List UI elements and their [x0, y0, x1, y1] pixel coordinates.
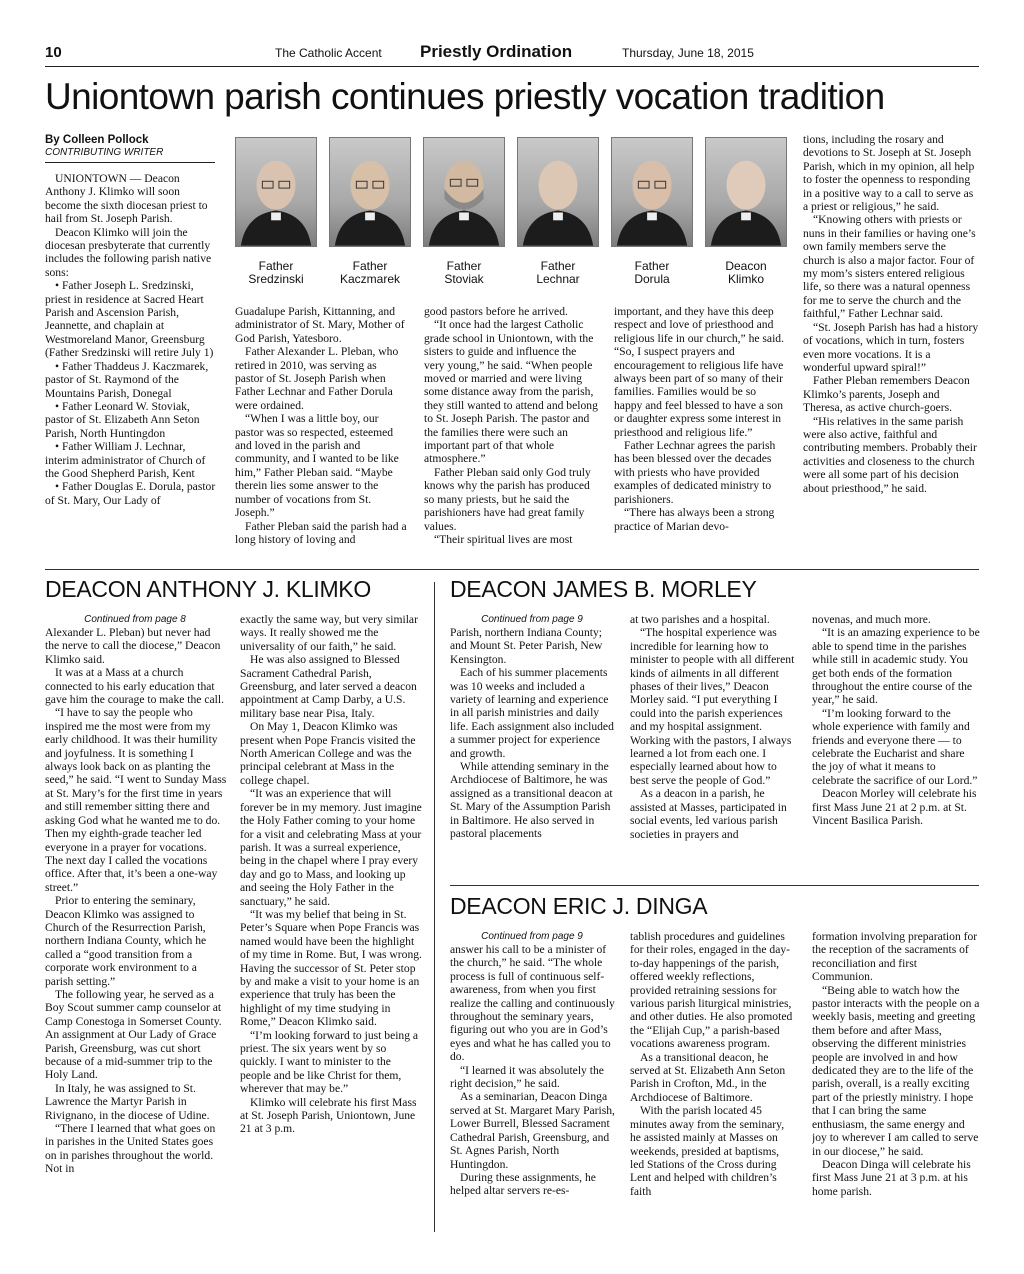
paragraph: Father Lechnar agrees the parish has been blessed over the decades with priests who have provided examples of dedicated ministry to parishioners. — [614, 439, 776, 506]
paragraph: “Their spiritual lives are most — [434, 532, 573, 546]
paragraph: “There has always been a strong practice of Marian devo- — [614, 506, 775, 533]
caption-line-1: Father — [634, 259, 670, 273]
paragraph: Deacon Dinga will celebrate his first Mass June 21 at 3 p.m. at his home parish. — [812, 1157, 971, 1198]
paragraph: “The hospital experience was incredible for learning how to minister to people with all different kinds of ailments in all different phases of their lives,” Deacon Morley said. “I put everything I could into the parish experiences and my hospital assignment. Working with the pastors, I always learned a lot from each one. I especially learned about how to best serve the people of God.” — [630, 626, 795, 787]
photo-caption — [329, 260, 411, 286]
paragraph: Deacon Klimko will join the diocesan presbyterate that currently includes the following parish native sons: — [45, 225, 212, 279]
portrait-photo-klimko — [705, 137, 787, 247]
paragraph: “It is an amazing experience to be able to spend time in the parishes while still in academic study. You get both ends of the formation throughout the entire course of the year,” he said. — [812, 626, 980, 707]
paragraph: “St. Joseph Parish has had a history of vocations, which in turn, fosters even more vocations. It is a wonderful upward spiral!” — [803, 320, 979, 374]
paragraph: formation involving preparation for the reception of the sacraments of reconciliation and first Communion. — [812, 930, 978, 984]
photo-caption — [705, 260, 787, 286]
paragraph: “I’m looking forward to the whole experience with family and friends and everyone there — to celebrate the Eucharist and share the joy of what it means to celebrate the sacrifice of our Lord.” — [812, 706, 978, 787]
paragraph: “Being able to watch how the pastor interacts with the people on a weekly basis, meeting and greeting them before and after Mass, observing the different ministries people are involved in and how dedicated they are to the life of the parish, overall, is a really exciting part of the priestly ministry. I hope that I can bring the same enthusiasm, the same energy and joy to wherever I am called to serve in our diocese,” he said. — [812, 983, 980, 1158]
header-rule — [45, 66, 979, 67]
paragraph: at two parishes and a hospital. — [630, 613, 770, 626]
caption-line-1: Father — [540, 259, 576, 273]
dinga-column-2 — [630, 930, 796, 1235]
paragraph: “His relatives in the same parish were also active, faithful and contributing members. Probably their activities and closeness to the church were all some part of his decision about priesthood,” he said. — [803, 414, 977, 495]
paragraph: In Italy, he was assigned to St. Lawrence the Martyr Parish in Rivignano, in the diocese of Udine. — [45, 1081, 210, 1122]
paragraph: tions, including the rosary and devotions to St. Joseph at St. Joseph Parish, which in my opinion, all help to foster the openness to responding in a positive way to a call to serve as a priest or religious,” he said. — [803, 133, 975, 214]
paragraph: “It was an experience that will forever be in my memory. Just imagine the Holy Father coming to your home for a visit and celebrating Mass at your parish. It was a surreal experience, being in the chapel where I pray every day and go to Mass, and looking up and seeing the Holy Father in the sanctuary,” he said. — [240, 787, 422, 908]
klimko-column-1 — [45, 626, 227, 1236]
klimko-column-2 — [240, 613, 422, 1236]
paragraph: Parish, northern Indiana County; and Mount St. Peter Parish, New Kensington. — [450, 626, 603, 666]
byline-rule — [45, 162, 215, 163]
dinga-section-title: DEACON ERIC J. DINGA — [450, 893, 708, 919]
byline: By Colleen Pollock — [45, 134, 149, 146]
paragraph: While attending seminary in the Archdiocese of Baltimore, he was assigned as a transitional deacon at St. Mary of the Assumption Parish in Baltimore. He also served in pastoral placements — [450, 760, 613, 841]
paragraph: “I learned it was absolutely the right decision,” he said. — [450, 1063, 604, 1091]
photo-caption — [517, 260, 599, 286]
paragraph: During these assignments, he helped altar servers re-es- — [450, 1170, 596, 1198]
caption-line-2: Klimko — [727, 272, 764, 286]
paragraph: “There I learned that what goes on in parishes in the United States goes on in parishes throughout the world. Not in — [45, 1122, 216, 1176]
column-divider — [434, 582, 435, 1232]
paragraph: As a deacon in a parish, he assisted at Masses, participated in social events, led various parish societies in prayers and — [630, 787, 787, 841]
main-column-5 — [803, 133, 979, 565]
photo-caption — [423, 260, 505, 286]
photo-caption — [611, 260, 693, 286]
photo-caption — [235, 260, 317, 286]
section-header: Priestly Ordination — [420, 42, 573, 61]
caption-line-2: Sredzinski — [248, 272, 304, 286]
main-column-2 — [235, 305, 407, 565]
paragraph: • Father Joseph L. Sredzinski, priest in residence at Sacred Heart Parish and Ascension Parish, Jeannette, and chaplain at Westmoreland Manor, Greensburg (Father Sredzinski will retire July 1) — [45, 279, 214, 360]
paragraph: Deacon Morley will celebrate his first Mass June 21 at 2 p.m. at St. Vincent Basilica Parish. — [812, 787, 977, 828]
portrait-photo-dorula — [611, 137, 693, 247]
paragraph: “When I was a little boy, our pastor was so respected, esteemed and loved in the parish and community, and I wanted to be like him,” Father Pleban said. “Maybe therein lies some answer to the number of vocations from St. Joseph.” — [235, 412, 399, 520]
paragraph: Prior to entering the seminary, Deacon Klimko was assigned to Church of the Resurrection Parish, northern Indiana County, which he called a “good transition from a corporate work environment to a parish setting.” — [45, 894, 207, 988]
paragraph: He was also assigned to Blessed Sacrament Cathedral Parish, Greensburg, and later served a deacon appointment at Camp Darby, a U.S. military base near Pisa, Italy. — [240, 653, 417, 720]
paragraph: The following year, he served as a Boy Scout summer camp counselor at Camp Conestoga in Somerset County. An assignment at Our Lady of Grace Parish, Greensburg, was cut short because of a mid-summer trip to the Holy Land. — [45, 987, 222, 1082]
caption-line-2: Stoviak — [444, 272, 484, 286]
main-column-1 — [45, 172, 217, 564]
paragraph: With the parish located 45 minutes away from the seminary, he assisted mainly at Masses on weekends, presided at baptisms, led Stations of the Cross during Lent and helped with children’s faith — [630, 1104, 785, 1198]
caption-line-1: Deacon — [725, 259, 767, 273]
paragraph: Father Pleban remembers Deacon Klimko’s parents, Joseph and Theresa, as active church-goers. — [803, 374, 970, 415]
issue-date: Thursday, June 18, 2015 — [622, 46, 754, 60]
paragraph: As a transitional deacon, he served at St. Elizabeth Ann Seton Parish in Crofton, Md., in the Archdiocese of Baltimore. — [630, 1050, 786, 1104]
klimko-section-title: DEACON ANTHONY J. KLIMKO — [45, 576, 371, 602]
paragraph: “I have to say the people who inspired me the most were from my early childhood. It was their humility and joyfulness. It is something I always look back on as planting the seed,” he said. “I went to Sunday Mass at St. Mary’s for the first time in years and still remember sitting there and asking God what he wanted me to do. Then my eighth-grade teacher led everyone in a prayer for vocations. The next day I called the vocations office. After that, it’s been a one-way street.” — [45, 706, 227, 894]
paragraph: As a seminarian, Deacon Dinga served at St. Margaret Mary Parish, Lower Burrell, Blessed Sacrament Cathedral Parish, Greensburg, and St. Agnes Parish, North Huntingdon. — [450, 1090, 615, 1171]
main-column-3 — [424, 305, 598, 565]
continued-note: Continued from page 9 — [481, 614, 583, 625]
publication-name: The Catholic Accent — [275, 46, 382, 60]
morley-section-title: DEACON JAMES B. MORLEY — [450, 576, 757, 602]
paragraph: • Father Thaddeus J. Kaczmarek, pastor of St. Raymond of the Mountains Parish, Donegal — [45, 359, 209, 400]
paragraph: “It once had the largest Catholic grade school in Uniontown, with the sisters to guide and influence the very young,” he said. “When people moved or married and were living some distance away from the parish, they still wanted to attend and belong to St. Joseph Parish. The pastor and the families there were such an important part of that whole atmosphere.” — [424, 318, 598, 466]
paragraph: Klimko will celebrate his first Mass at St. Joseph Parish, Uniontown, June 21 at 3 p.m. — [240, 1095, 417, 1136]
paragraph: Guadalupe Parish, Kittanning, and administrator of St. Mary, Mother of God Parish, Yatesboro. — [235, 305, 405, 345]
paragraph: exactly the same way, but very similar ways. It really showed me the universality of our faith,” he said. — [240, 613, 418, 653]
caption-line-2: Kaczmarek — [339, 272, 401, 286]
paragraph: On May 1, Deacon Klimko was present when Pope Francis visited the North American College and was the principal celebrant at Mass in the college chapel. — [240, 720, 416, 787]
paragraph: • Father Douglas E. Dorula, pastor of St. Mary, Our Lady of — [45, 480, 216, 507]
byline-role: CONTRIBUTING WRITER — [45, 147, 164, 158]
morley-column-1 — [450, 626, 616, 868]
paragraph: Father Pleban said only God truly knows why the parish has produced so many priests, but he said the parishioners have had great family values. — [424, 465, 591, 533]
headline: Uniontown parish continues priestly vocation tradition — [45, 76, 885, 117]
main-column-4 — [614, 305, 786, 565]
paragraph: Each of his summer placements was 10 weeks and included a variety of learning and experience in all parish ministries and daily life. Each assignment also included a summer project for experience and growth. — [450, 666, 614, 760]
paragraph: • Father Leonard W. Stoviak, pastor of St. Elizabeth Ann Seton Parish, North Huntingdon — [45, 399, 200, 440]
caption-line-2: Lechnar — [536, 272, 580, 286]
section-divider — [450, 885, 979, 886]
continued-note: Continued from page 8 — [84, 614, 186, 625]
paragraph: Father Alexander L. Pleban, who retired in 2010, was serving as pastor of St. Joseph Parish when Father Lechnar and Father Dorula were ordained. — [235, 345, 399, 412]
paragraph: • Father William J. Lechnar, interim administrator of Church of the Good Shepherd Parish, Kent — [45, 440, 206, 480]
paragraph: good pastors before he arrived. — [424, 305, 568, 318]
paragraph: “It was my belief that being in St. Peter’s Square when Pope Francis was named would have been the highlight of my time in Rome. But, I was wrong. Having the successor of St. Peter stop by and make a visit to your home is an experience that truly has been the highlight of my time studying in Rome,” Deacon Klimko said. — [240, 907, 422, 1029]
portrait-photo-kaczmarek — [329, 137, 411, 247]
morley-column-2 — [630, 613, 796, 868]
caption-line-1: Father — [352, 259, 388, 273]
section-divider — [45, 569, 979, 570]
dinga-column-1 — [450, 943, 616, 1235]
paragraph: UNIONTOWN — Deacon Anthony J. Klimko will soon become the sixth diocesan priest to hail from St. Joseph Parish. — [45, 172, 208, 226]
caption-line-1: Father — [446, 259, 482, 273]
paragraph: tablish procedures and guidelines for their roles, engaged in the day-to-day happenings of the parish, offered weekly reflections, provided retraining sessions for various parish liturgical ministries, and other duties. He also promoted the “Elijah Cup,” a parish-based vocations awareness program. — [630, 930, 793, 1051]
portrait-photo-lechnar — [517, 137, 599, 247]
dinga-column-3 — [812, 930, 980, 1235]
morley-column-3 — [812, 613, 980, 868]
paragraph: “Knowing others with priests or nuns in their families or having one’s own family members serve the church is also a major factor. Four of my mom’s sisters entered religious life, so there was a natural openness for me to serve the church and the faithful,” Father Lechnar said. — [803, 213, 976, 321]
paragraph: important, and they have this deep respect and love of priesthood and religious life in our church,” he said. “So, I suspect prayers and encouragement to religious life have always been part of so many of their families. Families would be so happy and feel blessed to have a son or daughter express some interest in priesthood and religious life.” — [614, 305, 784, 439]
portrait-photo-stoviak — [423, 137, 505, 247]
paragraph: “I’m looking forward to just being a priest. The six years went by so quickly. I want to minister to the people and be like Christ for them, wherever that may be.” — [240, 1028, 419, 1096]
portrait-photo-sredzinski — [235, 137, 317, 247]
caption-line-1: Father — [258, 259, 294, 273]
paragraph: Alexander L. Pleban) but never had the nerve to call the diocese,” Deacon Klimko said. — [45, 626, 221, 666]
continued-note: Continued from page 9 — [481, 931, 583, 942]
paragraph: novenas, and much more. — [812, 613, 931, 626]
paragraph: answer his call to be a minister of the church,” he said. “The whole process is full of continuous self-awareness, from when you first realize the calling and continuously throughout the seminary years, figuring out who you are in God’s eyes and what he has called you to do. — [450, 943, 615, 1064]
paragraph: Father Pleban said the parish had a long history of loving and — [235, 519, 407, 546]
paragraph: It was at a Mass at a church connected to his early education that gave him the courage to make the call. — [45, 666, 224, 707]
caption-line-2: Dorula — [634, 272, 670, 286]
page-number: 10 — [45, 44, 62, 61]
